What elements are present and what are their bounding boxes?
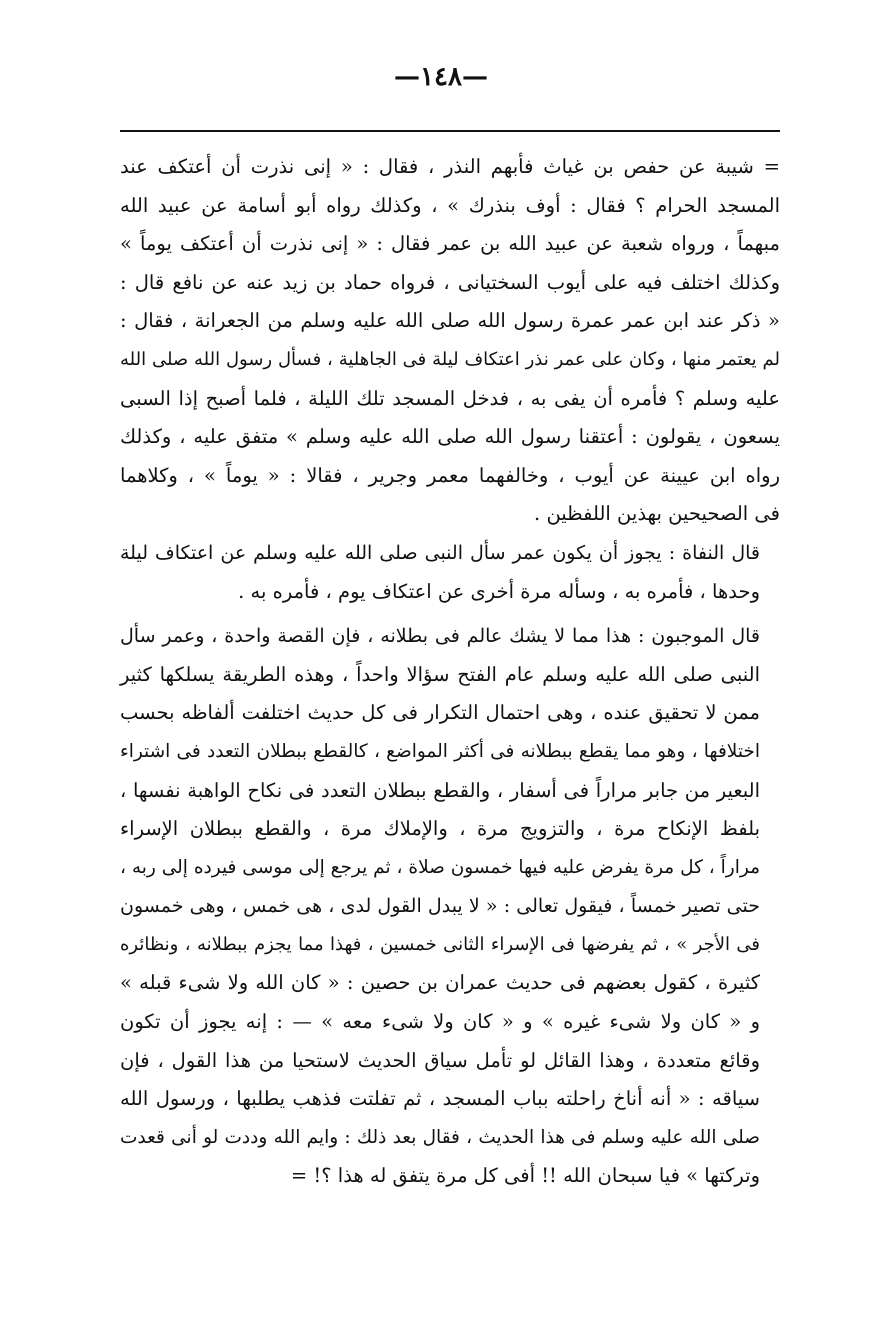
text-line: فى الأجر » ، ثم يفرضها فى الإسراء الثانى خمسين ، فهذا مما يجزم ببطلانه ، ونظائره (120, 933, 760, 955)
text-line: ممن لا تحقيق عنده ، وهى احتمال التكرار فى كل حديث اختلفت ألفاظه بحسب (120, 701, 760, 725)
text-line: رواه ابن عيينة عن أيوب ، وخالفهما معمر وجرير ، فقالا : « يوماً » ، وكلاهما (120, 463, 780, 487)
text-line: كثيرة ، كقول بعضهم فى حديث عمران بن حصين : « كان الله ولا شىء قبله » (120, 971, 760, 995)
text-line: سياقه : « أنه أناخ راحلته بباب المسجد ، ثم تفلتت فذهب يطلبها ، ورسول الله (120, 1087, 760, 1111)
text-line: فى الصحيحين بهذين اللفظين . (534, 502, 780, 526)
paragraph-3 (120, 617, 780, 1196)
page-body (120, 148, 780, 1196)
text-line: = شيبة عن حفص بن غياث فأبهم النذر ، فقال : « إنى نذرت أن أعتكف عند (120, 155, 780, 178)
text-line: وحدها ، فأمره به ، وسأله مرة أخرى عن اعتكاف يوم ، فأمره به . (238, 579, 760, 603)
text-line: البعير من جابر مراراً فى أسفار ، والقطع ببطلان التعدد فى نكاح الواهبة نفسها ، (120, 778, 760, 802)
paragraph-1 (120, 148, 780, 534)
text-line: يسعون ، يقولون : أعتقنا رسول الله صلى الله عليه وسلم » متفق عليه ، وكذلك (120, 425, 780, 449)
text-line: وتركتها » فيا سبحان الله !! أفى كل مرة يتفق له هذا ؟! = (290, 1164, 760, 1188)
text-line: وقائع متعددة ، وهذا القائل لو تأمل سياق الحديث لاستحيا من هذا القول ، فإن (120, 1048, 760, 1072)
text-line: اختلافها ، وهو مما يقطع ببطلانه فى أكثر المواضع ، كالقطع ببطلان التعدد فى اشتراء (120, 740, 760, 762)
text-line: مبهماً ، ورواه شعبة عن عبيد الله بن عمر فقال : « إنى نذرت أن أعتكف يوماً » (120, 232, 780, 256)
text-line: مراراً ، كل مرة يفرض عليه فيها خمسون صلاة ، ثم يرجع إلى موسى فيرده إلى ربه ، (120, 856, 760, 878)
page-number: —١٤٨— (394, 62, 488, 92)
text-line: عليه وسلم ؟ فأمره أن يفى به ، فدخل المسجد تلك الليلة ، فلما أصبح إذا السبى (120, 386, 780, 410)
text-line: قال النفاة : يجوز أن يكون عمر سأل النبى صلى الله عليه وسلم عن اعتكاف ليلة (120, 541, 760, 564)
text-line: النبى صلى الله عليه وسلم عام الفتح سؤالا واحداً ، وهذه الطريقة يسلكها كثير (120, 662, 760, 686)
text-line: قال الموجبون : هذا مما لا يشك عالم فى بطلانه ، فإن القصة واحدة ، وعمر سأل (120, 625, 760, 648)
header-divider (120, 130, 780, 132)
text-line: و « كان ولا شىء غيره » و « كان ولا شىء معه » — : إنه يجوز أن تكون (120, 1010, 760, 1034)
text-line: بلفظ الإنكاح مرة ، والتزويج مرة ، والإملاك مرة ، والقطع ببطلان الإسراء (120, 817, 760, 841)
text-line: « ذكر عند ابن عمر عمرة رسول الله صلى الله عليه وسلم من الجعرانة ، فقال : (120, 309, 780, 333)
text-line: المسجد الحرام ؟ فقال : أوف بنذرك » ، وكذلك رواه أبو أسامة عن عبيد الله (120, 193, 780, 217)
text-line: حتى تصير خمساً ، فيقول تعالى : « لا يبدل القول لدى ، هى خمس ، وهى خمسون (120, 895, 760, 918)
text-line: لم يعتمر منها ، وكان على عمر نذر اعتكاف ليلة فى الجاهلية ، فسأل رسول الله صلى الله (120, 348, 780, 370)
text-line: وكذلك اختلف فيه على أيوب السختيانى ، فرواه حماد بن زيد عنه عن نافع قال : (120, 270, 780, 294)
text-line: صلى الله عليه وسلم فى هذا الحديث ، فقال بعد ذلك : وايم الله وددت لو أنى قعدت (120, 1126, 760, 1148)
paragraph-2 (120, 534, 780, 611)
